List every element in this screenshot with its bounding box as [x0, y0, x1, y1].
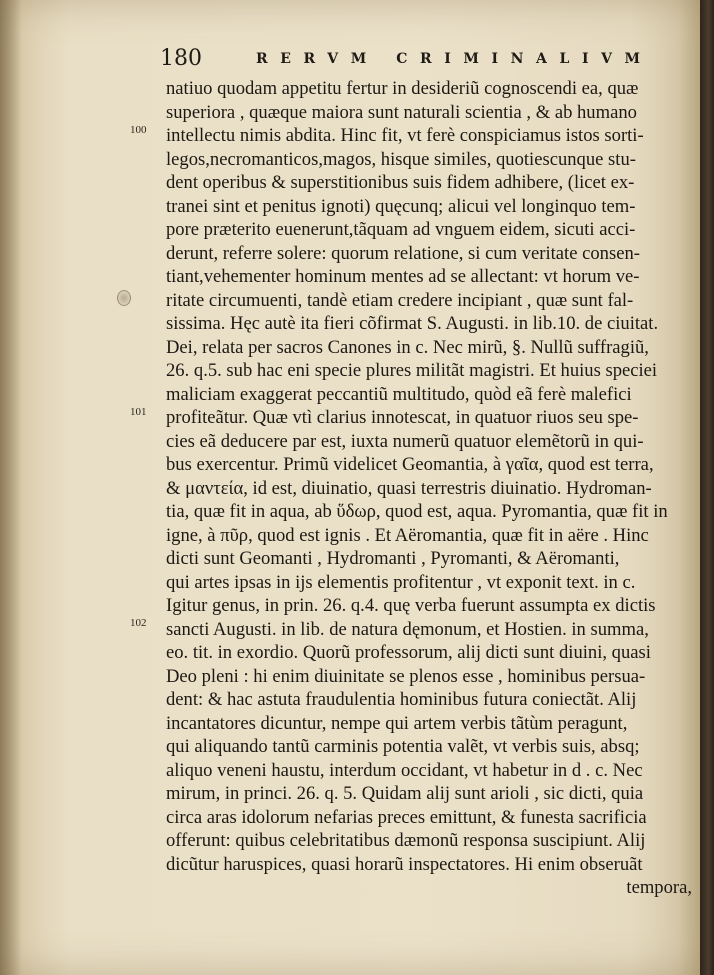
spine-shadow: [0, 0, 22, 975]
text-line: 26. q.5. sub hac eni specie plures militãt magistri. Et huius speciei: [166, 360, 658, 381]
text-line: qui artes ipsas in ijs elementis profitentur , vt exponit text. in c.: [166, 571, 636, 593]
text-line: profiteãtur. Quæ vtì clarius innotescat, in quatuor riuos seu spe-: [166, 407, 639, 428]
text-line: Deo pleni : hi enim diuinitate se plenos esse , hominibus persua-: [166, 665, 646, 687]
text-line: pore præterito euenerunt,tãquam ad vnguem eidem, sicuti acci-: [166, 219, 636, 240]
text-line: ritate circumuenti, tandè etiam credere incipiant , quæ sunt fal-: [166, 289, 634, 311]
text-line: dicti sunt Geomanti , Hydromanti , Pyromanti, & Aëromanti,: [166, 548, 620, 569]
text-line: derunt, referre solere: quorum relatione, si cum veritate consen-: [166, 242, 640, 264]
text-line: igne, à πῦρ, quod est ignis . Et Aëromantia, quæ fit in aëre . Hinc: [166, 524, 649, 546]
running-title: RERVM CRIMINALIVM: [256, 51, 653, 67]
ink-blot: [117, 290, 131, 306]
text-line: Dei, relata per sacros Canones in c. Nec mirũ, §. Nullũ suffragiũ,: [166, 336, 649, 358]
marginal-number-102: 102: [130, 617, 147, 629]
marginal-number-100: 100: [130, 124, 147, 136]
text-line: dicũtur haruspices, quasi horarũ inspectatores. Hi enim obseruãt: [166, 853, 643, 875]
text-line: Igitur genus, in prin. 26. q.4. quę verba fuerunt assumpta ex dictis: [166, 595, 656, 616]
marginal-number-101: 101: [130, 406, 147, 418]
text-line: mirum, in princi. 26. q. 5. Quidam alij sunt arioli , sic dicti, quia: [166, 783, 644, 804]
running-head: [160, 44, 660, 74]
text-line: circa aras idolorum nefarias preces emittunt, & funesta sacrificia: [166, 806, 647, 828]
text-line: maliciam exaggerat peccantiũ multitudo, quòd eã ferè malefici: [166, 383, 632, 405]
text-line: dent: & hac astuta fraudulentia hominibus futura coniectãt. Alij: [166, 689, 637, 710]
text-line: aliquo veneni haustu, interdum occidant, vt habetur in d . c. Nec: [166, 759, 643, 781]
text-line: eo. tit. in exordio. Quorũ professorum, alij dicti sunt diuini, quasi: [166, 642, 651, 663]
page-edge: [700, 0, 714, 975]
text-line: tia, quæ fit in aqua, ab ὕδωρ, quod est, aqua. Pyromantia, quæ fit in: [166, 501, 668, 522]
text-line: sissima. Hęc autè ita fieri cõfirmat S. Augusti. in lib.10. de ciuitat.: [166, 313, 659, 334]
text-line: dent operibus & superstitionibus suis fidem adhibere, (licet ex-: [166, 172, 635, 193]
text-line: qui aliquando tantũ carminis potentia valẽt, vt verbis suis, absq;: [166, 736, 640, 757]
text-line: bus exercentur. Primũ videlicet Geomantia, à γαῖα, quod est terra,: [166, 454, 654, 475]
text-line: superiora , quæque maiora sunt naturali scientia , & ab humano: [166, 101, 637, 123]
page-number: 180: [160, 46, 202, 71]
text-line: sancti Augusti. in lib. de natura dęmonum, et Hostien. in summa,: [166, 618, 649, 640]
text-line: intellectu nimis abdita. Hinc fit, vt ferè conspiciamus istos sorti-: [166, 125, 644, 146]
text-line: cies eã deducere par est, iuxta numerũ quatuor elemẽtorũ in qui-: [166, 430, 644, 452]
body-text: [166, 77, 692, 900]
text-line: tranei sint et penitus ignoti) quęcunq; alicui vel longinquo tem-: [166, 195, 636, 217]
text-line: incantatores dicuntur, nempe qui artem verbis tãtùm peragunt,: [166, 712, 628, 734]
text-line: & μαντεία, id est, diuinatio, quasi terrestris diuinatio. Hydroman-: [166, 477, 652, 499]
text-line: tiant,vehementer hominum mentes ad se allectant: vt horum ve-: [166, 266, 640, 287]
text-line: legos,necromanticos,magos, hisque similes, quotiescunque stu-: [166, 148, 636, 170]
text-line: natiuo quodam appetitu fertur in desideriũ cognoscendi ea, quæ: [166, 78, 639, 99]
text-line: offerunt: quibus celebritatibus dæmonũ responsa suscipiunt. Alij: [166, 830, 646, 851]
text-line: tempora,: [626, 877, 692, 898]
